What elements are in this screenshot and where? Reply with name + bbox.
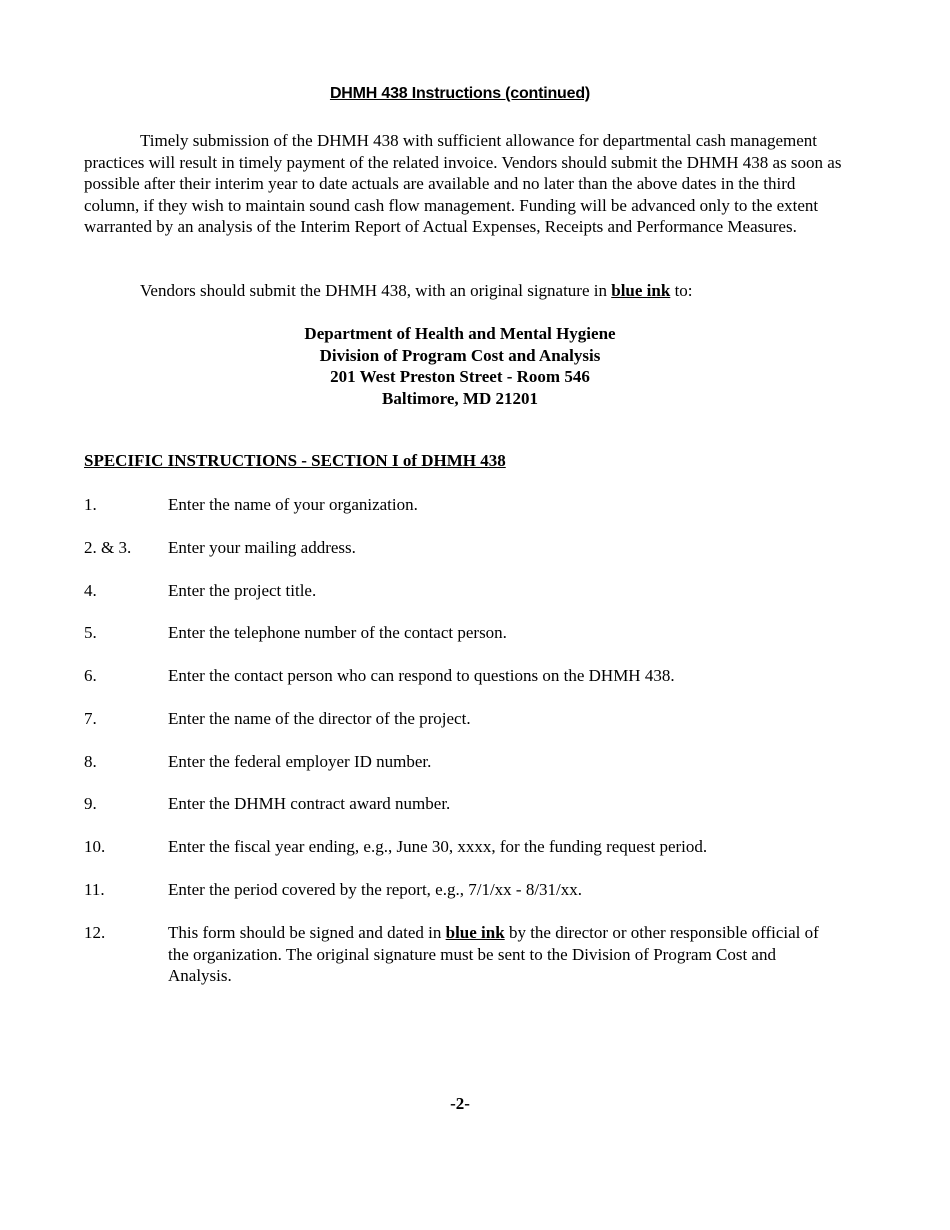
item-text: Enter the name of the director of the project. xyxy=(168,709,471,728)
item-number: 1. xyxy=(84,495,97,514)
item-text: Enter the period covered by the report, e.g., 7/1/xx - 8/31/xx. xyxy=(168,880,583,899)
item-text: Enter your mailing address. xyxy=(168,538,356,557)
submission-text-after: to: xyxy=(674,281,693,300)
mailing-address-block xyxy=(0,323,920,409)
blue-ink-emphasis: blue ink xyxy=(611,281,671,300)
item-text: Enter the project title. xyxy=(168,581,317,600)
blue-ink-emphasis: blue ink xyxy=(445,923,505,942)
address-line-2: Division of Program Cost and Analysis xyxy=(319,345,601,365)
item-number: 8. xyxy=(84,752,97,771)
intro-paragraph xyxy=(84,130,844,238)
section-title: SPECIFIC INSTRUCTIONS - SECTION I of DHMH 438 xyxy=(84,451,506,470)
item-text: Enter the fiscal year ending, e.g., June 30, xxxx, for the funding request period. xyxy=(168,837,708,856)
item12-text-before: This form should be signed and dated in xyxy=(168,923,442,942)
item-number: 2. & 3. xyxy=(84,538,132,557)
item-number: 7. xyxy=(84,709,97,728)
address-line-1: Department of Health and Mental Hygiene xyxy=(304,324,616,343)
page-title: DHMH 438 Instructions (continued) xyxy=(329,85,591,102)
item-text: Enter the name of your organization. xyxy=(168,495,418,514)
item-text: Enter the contact person who can respond to questions on the DHMH 438. xyxy=(168,666,675,685)
address-line-3: 201 West Preston Street - Room 546 xyxy=(330,367,590,387)
item-text xyxy=(168,922,828,987)
item-text: Enter the federal employer ID number. xyxy=(168,752,432,771)
submission-text-before: Vendors should submit the DHMH 438, with an original signature in xyxy=(140,281,607,300)
intro-paragraph-text: Timely submission of the DHMH 438 with sufficient allowance for departmental cash management practices will result in timely payment of the related invoice. Vendors should submit the DHMH 438 as soon as possible after their interim year to date actuals are available and no later than the above dates in the third column, if they wish to maintain sound cash flow management. Funding will be advanced only to the extent warranted by an analysis of the Interim Report of Actual Expenses, Receipts and Performance Measures. xyxy=(84,131,842,237)
submission-paragraph xyxy=(84,280,844,302)
item-text: Enter the telephone number of the contact person. xyxy=(168,623,507,642)
item-number: 12. xyxy=(84,923,106,942)
item-number: 5. xyxy=(84,623,97,642)
item-number: 10. xyxy=(84,837,106,856)
item-number: 4. xyxy=(84,581,97,600)
item-text: Enter the DHMH contract award number. xyxy=(168,794,451,813)
item12-text-after: by the director or other responsible official of the organization. The original signature must be sent to the Division of Program Cost and Analysis. xyxy=(168,923,819,986)
address-line-4: Baltimore, MD 21201 xyxy=(382,388,538,408)
page-number: -2- xyxy=(450,1094,470,1113)
item-number: 6. xyxy=(84,666,97,685)
item-number: 9. xyxy=(84,794,97,813)
item-number: 11. xyxy=(84,880,105,899)
